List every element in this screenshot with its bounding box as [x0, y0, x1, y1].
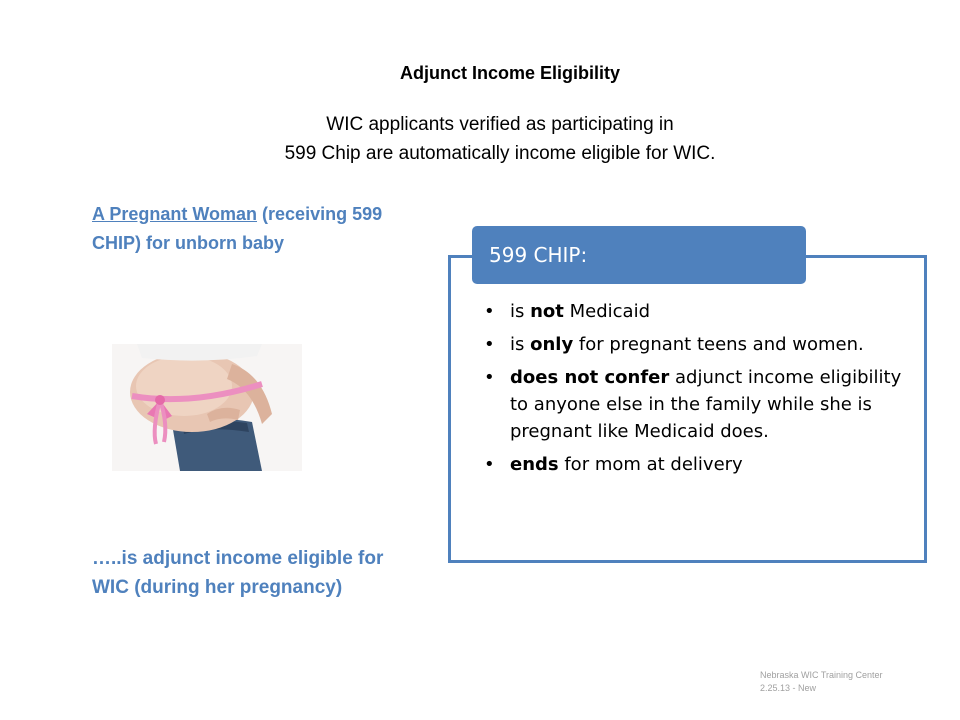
page-title: Adjunct Income Eligibility	[399, 63, 621, 83]
bullet-item	[478, 364, 908, 445]
bullet-item	[478, 331, 908, 358]
bullet-item	[478, 451, 908, 478]
intro-text	[0, 110, 960, 168]
adjunct-eligible-note: …..is adjunct income eligible for WIC (during her pregnancy)	[92, 548, 384, 598]
bullet-icon: •	[484, 367, 495, 388]
bullet-emphasis: only	[530, 334, 574, 355]
bullet-text: for pregnant teens and women.	[573, 334, 864, 355]
bullet-emphasis: ends	[510, 454, 559, 475]
training-center-credit	[760, 669, 940, 695]
credit-line-1: Nebraska WIC Training Center	[760, 670, 883, 680]
bullet-text: for mom at delivery	[558, 454, 743, 475]
chip-box-tab: 599 CHIP:	[472, 226, 806, 284]
pregnant-belly-illustration	[112, 344, 302, 471]
bullet-icon: •	[484, 301, 495, 322]
pregnant-woman-subtitle: (receiving 599 CHIP) for unborn baby	[92, 204, 383, 253]
bullet-icon: •	[484, 454, 495, 475]
bullet-emphasis: does not confer	[510, 367, 670, 388]
bullet-emphasis: not	[530, 301, 564, 322]
intro-line-1: WIC applicants verified as participating in	[326, 114, 674, 135]
bullet-text: is	[510, 334, 531, 355]
bullet-text: Medicaid	[563, 301, 651, 322]
chip-bullet-list	[478, 298, 908, 484]
bullet-item	[478, 298, 908, 325]
pregnant-woman-heading	[92, 200, 392, 258]
bullet-text: adjunct income eligibility to anyone else in the family while she is pregnant like Medicaid does.	[510, 367, 902, 442]
pregnant-woman-link[interactable]: A Pregnant Woman	[92, 204, 258, 224]
pregnant-woman-photo	[112, 344, 302, 471]
credit-line-2: 2.25.13 - New	[760, 683, 817, 693]
intro-line-2: 599 Chip are automatically income eligible for WIC.	[284, 143, 716, 164]
bullet-text: is	[510, 301, 531, 322]
bullet-icon: •	[484, 334, 495, 355]
